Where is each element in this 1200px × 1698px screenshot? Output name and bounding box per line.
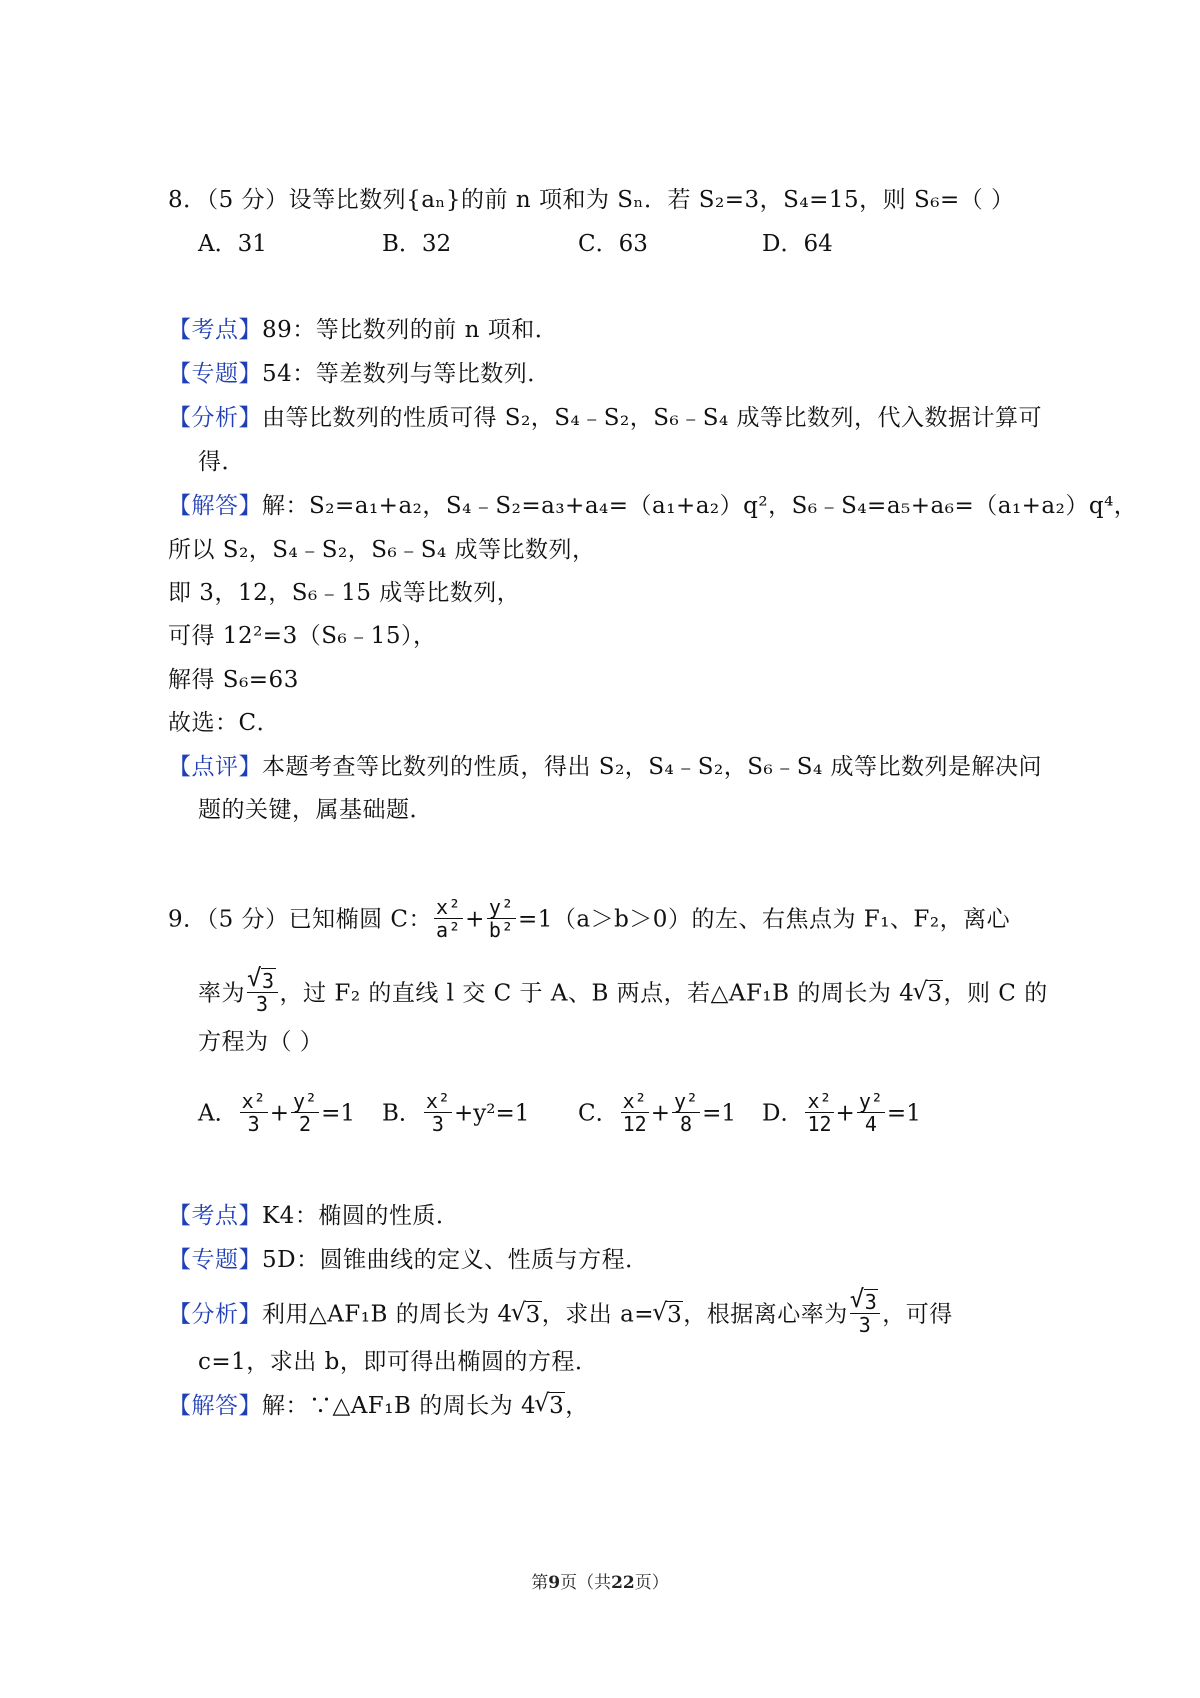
jieda-tag: 【解答】 xyxy=(168,493,262,519)
kaodian-tag: 【考点】 xyxy=(168,317,262,343)
page-number: 9 xyxy=(548,1573,561,1593)
page-footer: 第9页（共22页） xyxy=(531,1573,669,1593)
q8-zhuanti: 【专题】54：等差数列与等比数列． xyxy=(168,361,551,387)
q9-fenxi-cont: c=1，求出 b，即可得出椭圆的方程． xyxy=(198,1349,599,1375)
q9-fenxi: 【分析】利用△AF₁B 的周长为 4√ 3，求出 a=√ 3，根据离心率为 √ $\frac{3}{3}$ ，可得 xyxy=(168,1293,953,1338)
q8-jieda-line-4: 解得 S₆=63 xyxy=(168,667,299,693)
fraction: √ $\frac{3}{3}$ xyxy=(247,970,278,1015)
q9-option-a: A． $\frac{\text{x²}}{3}$ + $\frac{\text{y²}}{2}$ =1 xyxy=(198,1089,355,1136)
dianping-tag: 【点评】 xyxy=(168,754,262,780)
sqrt-symbol: √ 3 xyxy=(513,1300,542,1330)
q9-zhuanti: 【专题】5D：圆锥曲线的定义、性质与方程． xyxy=(168,1247,649,1273)
fraction: $\frac{\text{x²}}{\text{a²}}$ xyxy=(436,895,462,942)
q8-stem: 8．（5 分）设等比数列{aₙ}的前 n 项和为 Sₙ．若 S₂=3，S₄=15，则 S₆=（ ） xyxy=(168,187,1015,213)
q8-fenxi: 【分析】由等比数列的性质可得 S₂，S₄﹣S₂，S₆﹣S₄ 成等比数列，代入数据计算可 xyxy=(168,405,1043,431)
q9-kaodian: 【考点】K4：椭圆的性质． xyxy=(168,1203,460,1229)
q8-dianping: 【点评】本题考查等比数列的性质，得出 S₂，S₄﹣S₂，S₆﹣S₄ 成等比数列是解决问 xyxy=(168,754,1043,780)
q8-dianping-cont: 题的关键，属基础题． xyxy=(198,797,433,823)
q8-jieda-line-1: 所以 S₂，S₄﹣S₂，S₆﹣S₄ 成等比数列， xyxy=(168,537,596,563)
sqrt-symbol: √ 3 xyxy=(654,1300,683,1330)
fenxi-tag: 【分析】 xyxy=(168,1301,262,1328)
q9-stem-line-2: 率为 √ $\frac{3}{3}$ ，过 F₂ 的直线 l 交 C 于 A、B 两点，若△AF₁B 的周长为 4√ 3，则 C 的 xyxy=(198,972,1048,1017)
fraction: $\frac{\text{y²}}{\text{b²}}$ xyxy=(488,895,514,942)
q8-option-a: A．31 xyxy=(198,231,267,257)
jieda-tag: 【解答】 xyxy=(168,1393,262,1419)
q8-fenxi-cont: 得． xyxy=(198,449,245,475)
q8-option-c: C．63 xyxy=(578,231,648,257)
sqrt-symbol: √ 3 xyxy=(536,1391,565,1421)
sqrt-symbol: √ 3 xyxy=(914,979,943,1009)
q8-kaodian: 【考点】89：等比数列的前 n 项和． xyxy=(168,317,559,343)
q9-stem-line-3: 方程为（ ） xyxy=(198,1029,324,1055)
q8-option-d: D．64 xyxy=(762,231,833,257)
page-total: 22 xyxy=(611,1573,635,1593)
fraction: √ $\frac{3}{3}$ xyxy=(850,1291,881,1336)
q8-option-b: B．32 xyxy=(382,231,452,257)
q8-jieda: 【解答】解：S₂=a₁+a₂，S₄﹣S₂=a₃+a₄=（a₁+a₂）q²，S₆﹣S₄=a₅+a₆=（a₁+a₂）q⁴， xyxy=(168,493,1138,519)
fenxi-tag: 【分析】 xyxy=(168,405,262,431)
q9-option-b: B． $\frac{\text{x²}}{3}$ +y²=1 xyxy=(382,1089,530,1136)
zhuanti-tag: 【专题】 xyxy=(168,361,262,387)
q9-option-d: D． $\frac{\text{x²}}{12}$ + $\frac{\text{y²}}{4}$ =1 xyxy=(762,1089,921,1136)
q8-jieda-line-3: 可得 12²=3（S₆﹣15）， xyxy=(168,623,437,649)
sqrt-symbol: √ 3 xyxy=(249,970,276,992)
q8-jieda-line-5: 故选：C． xyxy=(168,710,281,736)
q9-option-c: C． $\frac{\text{x²}}{12}$ + $\frac{\text{y²}}{8}$ =1 xyxy=(578,1089,736,1136)
q9-jieda: 【解答】解：∵△AF₁B 的周长为 4√ 3， xyxy=(168,1391,589,1421)
q8-jieda-line-2: 即 3，12，S₆﹣15 成等比数列， xyxy=(168,580,521,606)
kaodian-tag: 【考点】 xyxy=(168,1203,262,1229)
q9-stem: 9．（5 分）已知椭圆 C： $\frac{\text{x²}}{\text{a²}}$ + $\frac{\text{y²}}{\text{b²}}$ =1（a＞b＞0）的左、右焦点为 F₁、F₂，离心 xyxy=(168,895,1011,942)
zhuanti-tag: 【专题】 xyxy=(168,1247,262,1273)
